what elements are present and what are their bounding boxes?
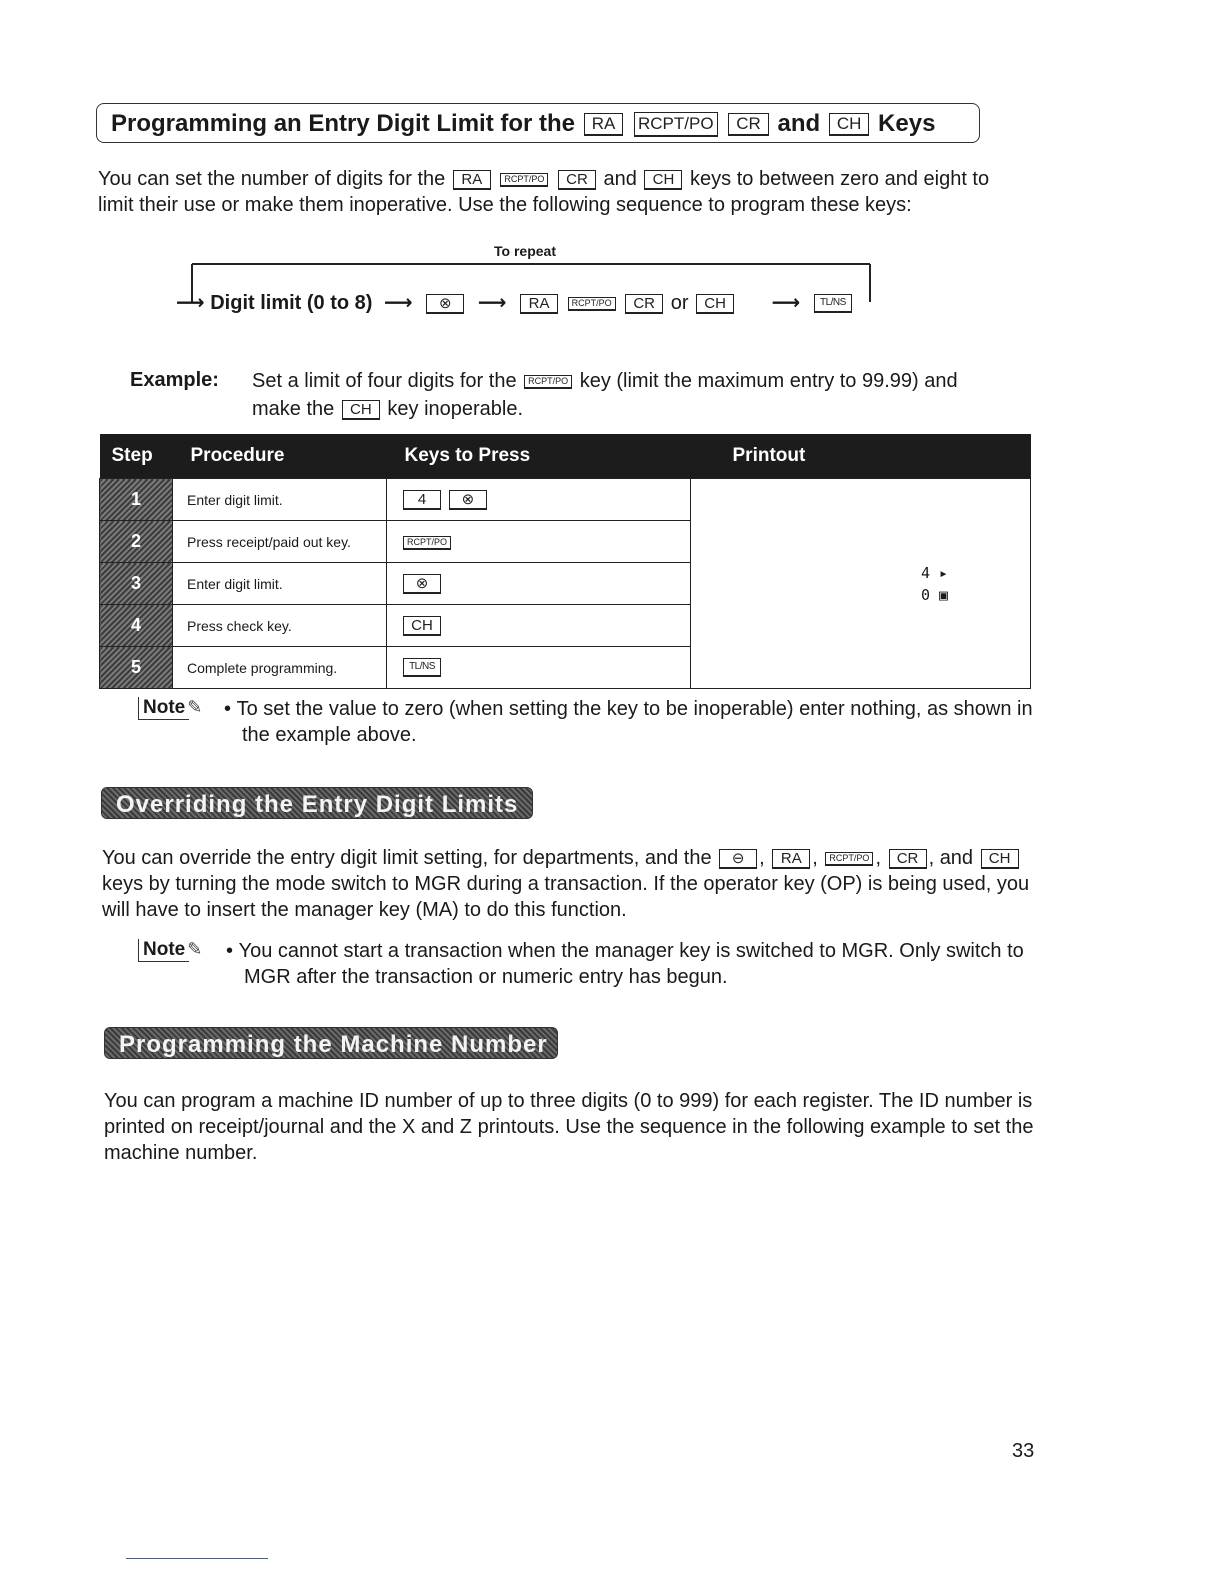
repeat-label: To repeat (494, 243, 556, 259)
note-label: Note (138, 939, 189, 962)
digit-limit-label: Digit limit (0 to 8) (210, 292, 373, 314)
arrow-icon: ⟶ (384, 292, 413, 314)
note-label: Note (138, 697, 189, 720)
ch-key-icon: CH (342, 400, 380, 420)
ra-key-icon: RA (453, 170, 491, 190)
page-title (96, 103, 980, 143)
tl-ns-key-icon: TL/NS (403, 658, 441, 677)
bullet-icon: • (224, 698, 237, 720)
rcpt-po-key-icon: RCPT/PO (403, 536, 451, 550)
title-suffix: Keys (878, 110, 936, 137)
ch-key-icon: CH (981, 849, 1019, 869)
ra-key-icon: RA (520, 294, 558, 314)
step-number: 4 (100, 605, 173, 647)
printout-cell (691, 479, 1031, 689)
multiply-key-icon: ⊗ (449, 490, 487, 510)
header-step: Step (100, 434, 173, 479)
cr-key-icon: CR (625, 294, 663, 314)
minus-key-icon: ⊖ (719, 849, 757, 869)
title-text: Programming an Entry Digit Limit for the (111, 110, 576, 137)
arrow-icon: ⟶ (176, 292, 205, 314)
keys-cell (387, 563, 691, 605)
note-badge (138, 697, 202, 720)
step-number: 3 (100, 563, 173, 605)
procedure-cell: Enter digit limit. (173, 479, 387, 521)
printout-line: 4 ▸ (921, 563, 949, 582)
rcpt-po-key-icon: RCPT/PO (825, 852, 873, 866)
ch-key-icon: CH (403, 616, 441, 636)
step-number: 2 (100, 521, 173, 563)
arrow-icon: ⟶ (771, 292, 801, 314)
header-keys: Keys to Press (387, 434, 691, 479)
title-and: and (777, 110, 821, 137)
cr-key-icon: CR (558, 170, 596, 190)
page-number: 33 (1012, 1440, 1035, 1462)
procedure-cell: Press receipt/paid out key. (173, 521, 387, 563)
tl-ns-key-icon: TL/NS (814, 294, 852, 313)
rcpt-po-key-icon: RCPT/PO (568, 297, 616, 311)
procedure-cell: Complete programming. (173, 647, 387, 689)
printout-line: 0 ▣ (921, 585, 949, 604)
cr-key-icon: CR (889, 849, 927, 869)
multiply-key-icon: ⊗ (403, 574, 441, 594)
ra-key-icon: RA (772, 849, 810, 869)
ch-key-icon: CH (644, 170, 682, 190)
procedure-cell: Press check key. (173, 605, 387, 647)
arrow-icon: ⟶ (477, 292, 507, 314)
note2-text: • You cannot start a transaction when the manager key is switched to MGR. Only switch to MGR after the transaction or numeric entry has begun. (226, 940, 1024, 988)
keys-cell (387, 605, 691, 647)
cr-key-icon: CR (728, 113, 769, 136)
header-printout: Printout (691, 434, 1031, 479)
procedure-cell: Enter digit limit. (173, 563, 387, 605)
keys-cell (387, 647, 691, 689)
table-row (100, 479, 1031, 521)
ch-key-icon: CH (696, 294, 734, 314)
four-key-icon: 4 (403, 490, 441, 510)
rcpt-po-key-icon: RCPT/PO (524, 375, 572, 389)
step-number: 5 (100, 647, 173, 689)
pencil-icon: ✎ (187, 697, 203, 717)
bullet-icon: • (226, 940, 239, 962)
note1-text: • To set the value to zero (when setting the key to be inoperable) enter nothing, as shown in the example above. (224, 698, 1033, 746)
steps-table (99, 434, 1031, 689)
table-header-row (100, 434, 1031, 479)
multiply-key-icon: ⊗ (426, 294, 464, 314)
example-label: Example: (130, 369, 219, 391)
pencil-icon: ✎ (187, 939, 203, 959)
section2-paragraph: You can override the entry digit limit setting, for departments, and the ⊖ , RA , RCPT/PO , CR , and CH keys by turning the mode switch to MGR during a transaction. If the operator key (OP) is being used, you will have to insert the manager key (MA) to do this function. (102, 847, 1030, 921)
header-procedure: Procedure (173, 434, 387, 479)
keys-cell (387, 521, 691, 563)
program-sequence: ⟶ Digit limit (0 to 8) ⟶ ⊗ ⟶ RA RCPT/PO CR or CH ⟶ TL/NS (176, 290, 854, 315)
ch-key-icon: CH (829, 113, 870, 136)
scan-artifact-line (126, 1558, 268, 1559)
step-number: 1 (100, 479, 173, 521)
keys-cell (387, 479, 691, 521)
intro-paragraph: You can set the number of digits for the RA RCPT/PO CR and CH keys to between zero and eight to limit their use or make them inoperative. Use the following sequence to program these keys: (98, 168, 990, 216)
rcpt-po-key-icon: RCPT/PO (634, 112, 718, 137)
section-heading-overriding: Overriding the Entry Digit Limits (101, 787, 533, 819)
note-badge (138, 939, 202, 962)
section3-paragraph: You can program a machine ID number of up to three digits (0 to 999) for each register. The ID number is printed on receipt/journal and the X and Z printouts. Use the sequence in the following example to set the machine number. (104, 1090, 1034, 1164)
rcpt-po-key-icon: RCPT/PO (500, 173, 548, 187)
example-text: Set a limit of four digits for the RCPT/PO key (limit the maximum entry to 99.99) and make the CH key inoperable. (252, 370, 958, 420)
ra-key-icon: RA (584, 113, 624, 136)
section-heading-machine-number: Programming the Machine Number (104, 1027, 558, 1059)
